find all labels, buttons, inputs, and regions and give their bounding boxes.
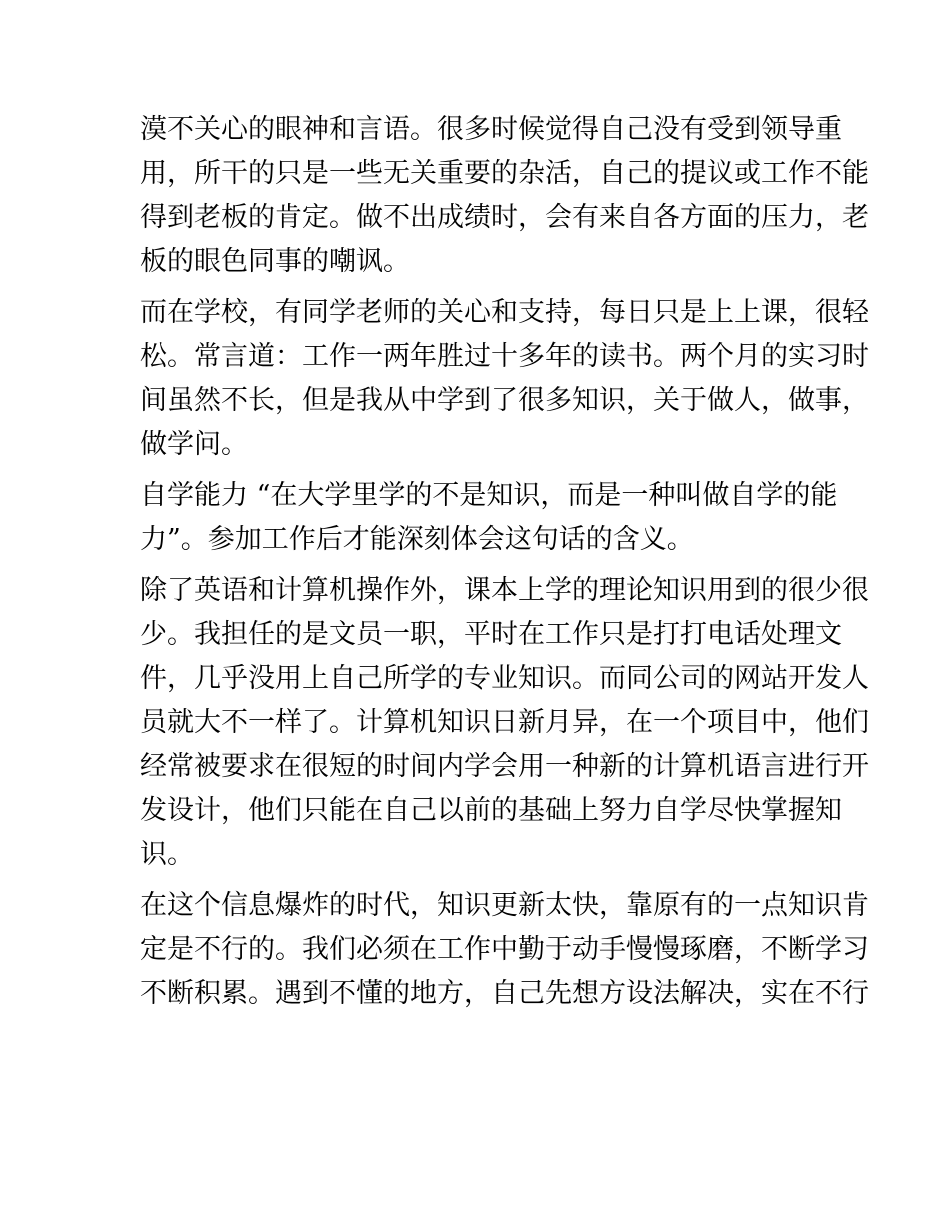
text-line: 发设计，他们只能在自己以前的基础上努力自学尽快掌握知 [140, 795, 842, 826]
text-line: 少。我担任的是文员一职，平时在工作只是打打电话处理文 [140, 619, 842, 650]
text-line: 松。常言道：工作一两年胜过十多年的读书。两个月的实习时 [140, 341, 869, 372]
paragraph-2 [140, 291, 869, 467]
text-line: 不断积累。遇到不懂的地方，自己先想方设法解决，实在不行 [140, 978, 869, 1009]
text-line: 得到老板的肯定。做不出成绩时，会有来自各方面的压力，老 [140, 202, 869, 233]
paragraph-5 [140, 884, 869, 1016]
text-line: 经常被要求在很短的时间内学会用一种新的计算机语言进行开 [140, 751, 869, 782]
paragraph-3 [140, 474, 838, 562]
text-line: 自学能力 “在大学里学的不是知识，而是一种叫做自学的能 [140, 480, 838, 511]
text-line: 而在学校，有同学老师的关心和支持，每日只是上上课，很轻 [140, 297, 869, 328]
paragraph-1 [140, 108, 869, 284]
text-line: 员就大不一样了。计算机知识日新月异，在一个项目中，他们 [140, 707, 869, 738]
text-line: 除了英语和计算机操作外，课本上学的理论知识用到的很少很 [140, 575, 869, 606]
text-line: 用，所干的只是一些无关重要的杂活，自己的提议或工作不能 [140, 158, 869, 189]
text-line: 间虽然不长，但是我从中学到了很多知识，关于做人，做事， [140, 385, 869, 416]
text-line: 识。 [140, 839, 194, 870]
text-line: 在这个信息爆炸的时代，知识更新太快，靠原有的一点知识肯 [140, 890, 869, 921]
paragraph-4 [140, 569, 869, 877]
text-line: 定是不行的。我们必须在工作中勤于动手慢慢琢磨，不断学习 [140, 934, 869, 965]
text-line: 板的眼色同事的嘲讽。 [140, 246, 410, 277]
text-line: 力”。参加工作后才能深刻体会这句话的含义。 [140, 524, 694, 555]
text-line: 做学问。 [140, 429, 248, 460]
text-line: 件，几乎没用上自己所学的专业知识。而同公司的网站开发人 [140, 663, 869, 694]
text-line: 漠不关心的眼神和言语。很多时候觉得自己没有受到领导重 [140, 114, 842, 145]
document-body [140, 108, 869, 1016]
